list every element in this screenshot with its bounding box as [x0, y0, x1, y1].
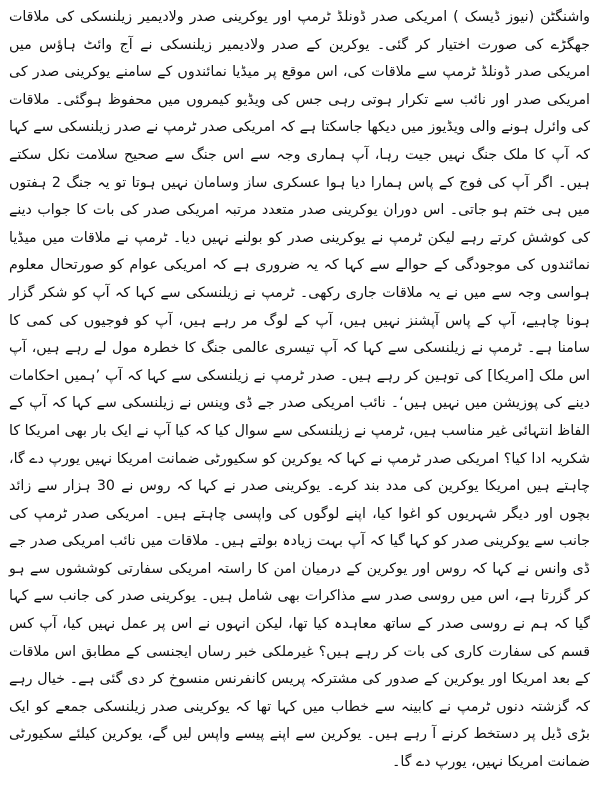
article-body: واشنگٹن (نیوز ڈیسک ) امریکی صدر ڈونلڈ ٹرمپ اور یوکرینی صدر ولادیمیر زیلنسکی کی ملاقات جھگڑے کی صورت اختیار کر گئی۔ یوکرین کے صدر ولادیمیر زیلنسکی نے آج وائٹ ہاؤس میں امریکی صدر ڈونلڈ ٹرمپ سے ملاقات کی، اس موقع پر میڈیا نمائندوں کے سامنے یوکرینی صدر کی امریکی صدر اور نائب سے تکرار ہوتی رہی جس کی ویڈیو کیمروں میں محفوظ ہوگئی۔ ملاقات کی وائرل ہونے والی ویڈیوز میں دیکھا جاسکتا ہے کہ امریکی صدر ٹرمپ نے صدر زیلنسکی سے کہا کہ آپ کا ملک جنگ نہیں جیت رہا، آپ ہماری وجہ سے اس جنگ سے صحیح سلامت نکل سکتے ہیں۔ اگر آپ کی فوج کے پاس ہمارا دیا ہوا عسکری ساز وسامان نہیں ہوتا تو یہ جنگ 2 ہفتوں میں ہی ختم ہو جاتی۔ اس دوران یوکرینی صدر متعدد مرتبہ امریکی صدر کی بات کا جواب دینے کی کوشش کرتے رہے لیکن ٹرمپ نے یوکرینی صدر کو بولنے نہیں دیا۔ ٹرمپ نے ملاقات میں میڈیا نمائندوں کی موجودگی کے حوالے سے کہا کہ یہ ضروری ہے کہ امریکی عوام کو صورتحال معلوم ہواسی وجہ سے میں نے یہ ملاقات جاری رکھی۔ ٹرمپ نے زیلنسکی سے کہا کہ آپ کو شکر گزار ہونا چاہیے، آپ کے پاس آپشنز نہیں ہیں، آپ کے لوگ مر رہے ہیں، آپ کو فوجیوں کی کمی کا سامنا ہے۔ ٹرمپ نے زیلنسکی سے کہا کہ آپ تیسری عالمی جنگ کا خطرہ مول لے رہے ہیں، آپ اس ملک [امریکا] کی توہین کر رہے ہیں۔ صدر ٹرمپ نے زیلنسکی سے کہا کہ آپ ’ہمیں احکامات دینے کی پوزیشن میں نہیں ہیں‘۔ نائب امریکی صدر جے ڈی وینس نے زیلنسکی سے کہا کہ آپ کے الفاظ انتہائی غیر مناسب ہیں، ٹرمپ نے زیلنسکی سے سوال کیا کہ کیا آپ نے ایک بار بھی امریکا کا شکریہ ادا کیا؟ امریکی صدر ٹرمپ نے کہا کہ یوکرین کو سکیورٹی ضمانت امریکا نہیں یورپ دے گا، چاہتے ہیں امریکا یوکرین کی مدد بند کرے۔ یوکرینی صدر نے کہا کہ روس نے 30 ہزار سے زائد بچوں اور دیگر شہریوں کو اغوا کیا، اپنے لوگوں کی واپسی چاہتے ہیں۔ امریکی صدر ٹرمپ کی جانب سے یوکرینی صدر کو کہا گیا کہ آپ بہت زیادہ بولتے ہیں۔ ملاقات میں نائب امریکی صدر جے ڈی وانس نے کہا کہ روس اور یوکرین کے درمیان امن کا راستہ امریکی سفارتی کوششوں سے ہو کر گزرتا ہے، اس میں روسی صدر سے مذاکرات بھی شامل ہیں۔ یوکرینی صدر کی جانب سے کہا گیا کہ ہم نے روسی صدر کے ساتھ معاہدہ کیا تھا، لیکن انہوں نے اس پر عمل نہیں کیا، آپ کس قسم کی سفارت کاری کی بات کر رہے ہیں؟ غیرملکی خبر رساں ایجنسی کے مطابق اس ملاقات کے بعد امریکا اور یوکرین کے صدور کی مشترکہ پریس کانفرنس منسوخ کر دی گئی ہے۔ خیال رہے کہ گزشتہ دنوں ٹرمپ نے کابینہ سے خطاب میں کہا تھا کہ یوکرینی صدر زیلنسکی جمعے کو ایک بڑی ڈیل پر دستخط کرنے آ رہے ہیں۔ یوکرین سے اپنے پیسے واپس لیں گے، یوکرین کیلئے سکیورٹی ضمانت امریکا نہیں، یورپ دے گا۔ [9, 9, 591, 771]
